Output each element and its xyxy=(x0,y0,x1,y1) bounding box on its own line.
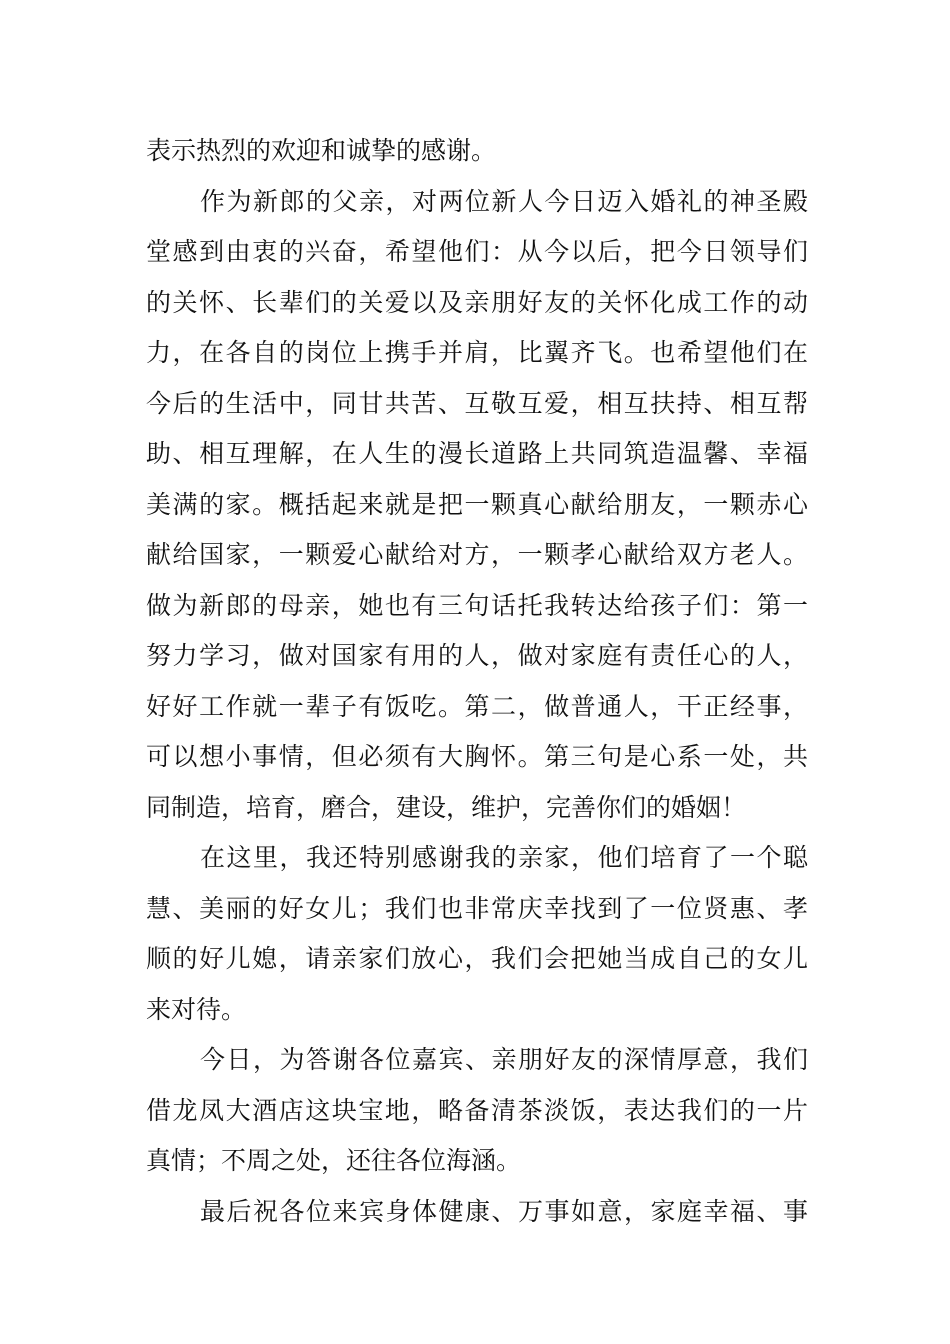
text-line: 顺的好儿媳，请亲家们放心，我们会把她当成自己的女儿 xyxy=(146,944,808,973)
text-line: 最后祝各位来宾身体健康、万事如意，家庭幸福、事 xyxy=(200,1196,808,1226)
text-line: 做为新郎的母亲，她也有三句话托我转达给孩子们：第一 xyxy=(146,590,808,620)
text-line: 献给国家，一颗爱心献给对方，一颗孝心献给双方老人。 xyxy=(146,540,808,569)
text-line: 真情；不周之处，还往各位海涵。 xyxy=(146,1146,522,1175)
text-line: 同制造，培育，磨合，建设，维护，完善你们的婚姻！ xyxy=(146,792,747,822)
text-line: 表示热烈的欢迎和诚挚的感谢。 xyxy=(146,136,497,165)
text-line: 借龙凤大酒店这块宝地，略备清茶淡饭，表达我们的一片 xyxy=(146,1095,808,1125)
text-line: 在这里，我还特别感谢我的亲家，他们培育了一个聪 xyxy=(200,843,808,872)
text-line: 助、相互理解，在人生的漫长道路上共同筑造温馨、幸福 xyxy=(146,439,808,468)
text-line: 可以想小事情，但必须有大胸怀。第三句是心系一处，共 xyxy=(146,742,808,771)
text-line: 好好工作就一辈子有饭吃。第二，做普通人，干正经事， xyxy=(146,691,808,721)
text-line: 堂感到由衷的兴奋，希望他们：从今以后，把今日领导们 xyxy=(146,237,808,266)
text-line: 慧、美丽的好女儿；我们也非常庆幸找到了一位贤惠、孝 xyxy=(146,893,808,923)
text-line: 作为新郎的父亲，对两位新人今日迈入婚礼的神圣殿 xyxy=(200,186,808,216)
text-line: 力，在各自的岗位上携手并肩，比翼齐飞。也希望他们在 xyxy=(146,338,808,367)
text-line: 努力学习，做对国家有用的人，做对家庭有责任心的人， xyxy=(146,641,808,670)
text-line: 今日，为答谢各位嘉宾、亲朋好友的深情厚意，我们 xyxy=(200,1045,808,1074)
text-line: 来对待。 xyxy=(146,994,247,1024)
body-text xyxy=(146,126,808,1237)
text-line: 今后的生活中，同甘共苦、互敬互爱，相互扶持、相互帮 xyxy=(146,388,808,418)
text-line: 的关怀、长辈们的关爱以及亲朋好友的关怀化成工作的动 xyxy=(146,287,808,317)
text-line: 美满的家。概括起来就是把一颗真心献给朋友，一颗赤心 xyxy=(146,489,808,519)
